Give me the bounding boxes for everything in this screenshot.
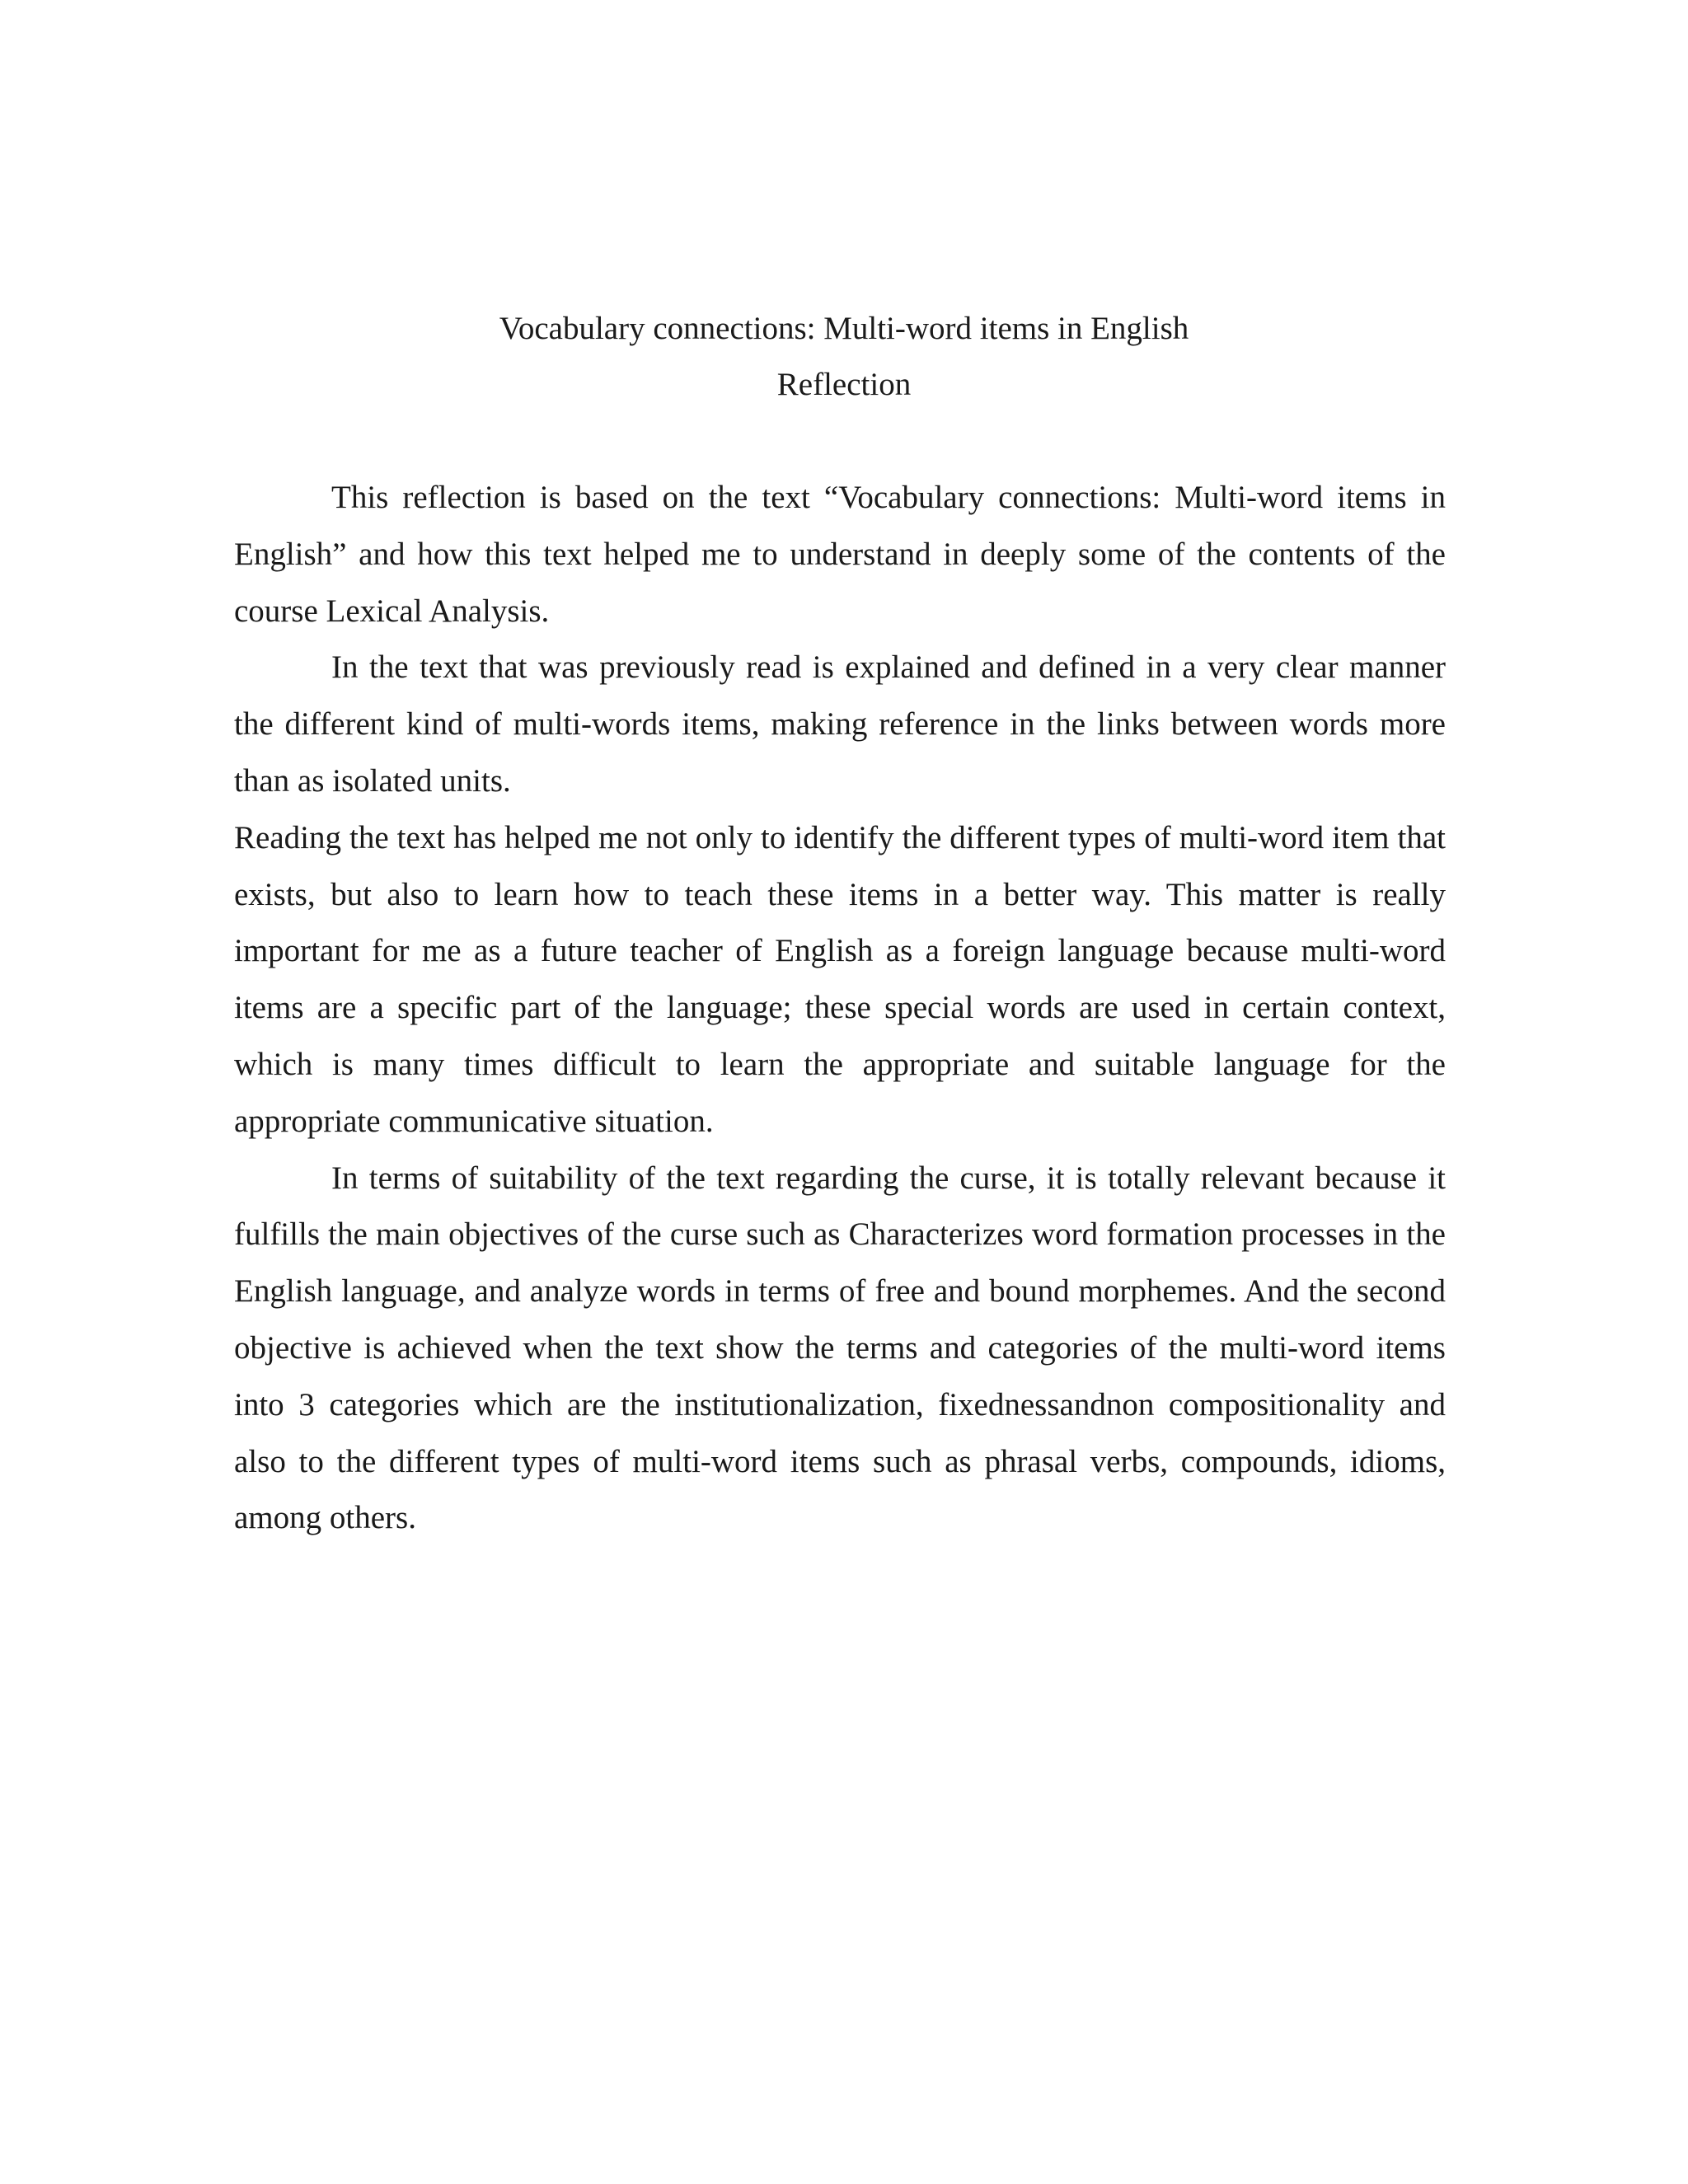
paragraph-summary: In the text that was previously read is explained and defined in a very clear manner the different kind of multi-words items, making reference in the links between words more than as isolated units.	[234, 649, 1446, 799]
document-body	[234, 470, 1446, 1547]
document-subtitle: Reflection	[776, 367, 912, 402]
paragraph-suitability: In terms of suitability of the text regarding the curse, it is totally relevant because it fulfills the main objectives of the curse such as Characterizes word formation processes in the English language, and analyze words in terms of free and bound morphemes. And the second objective is achieved when the text show the terms and categories of the multi-word items into 3 categories which are the institutionalization, fixednessandnon compositionality and also to the different types of multi-word items such as phrasal verbs, compounds, idioms, among others.	[234, 1160, 1446, 1536]
document-header	[0, 301, 1688, 413]
document-title: Vocabulary connections: Multi-word items in English	[499, 311, 1189, 346]
paragraph-introduction: This reflection is based on the text “Vocabulary connections: Multi-word items in English” and how this text helped me to understand in deeply some of the contents of the course Lexical Analysis.	[234, 480, 1446, 629]
paragraph-learning: Reading the text has helped me not only to identify the different types of multi-word item that exists, but also to learn how to teach these items in a better way. This matter is really important for me as a future teacher of English as a foreign language because multi-word items are a specific part of the language; these special words are used in certain context, which is many times difficult to learn the appropriate and suitable language for the appropriate communicative situation.	[234, 819, 1446, 1139]
